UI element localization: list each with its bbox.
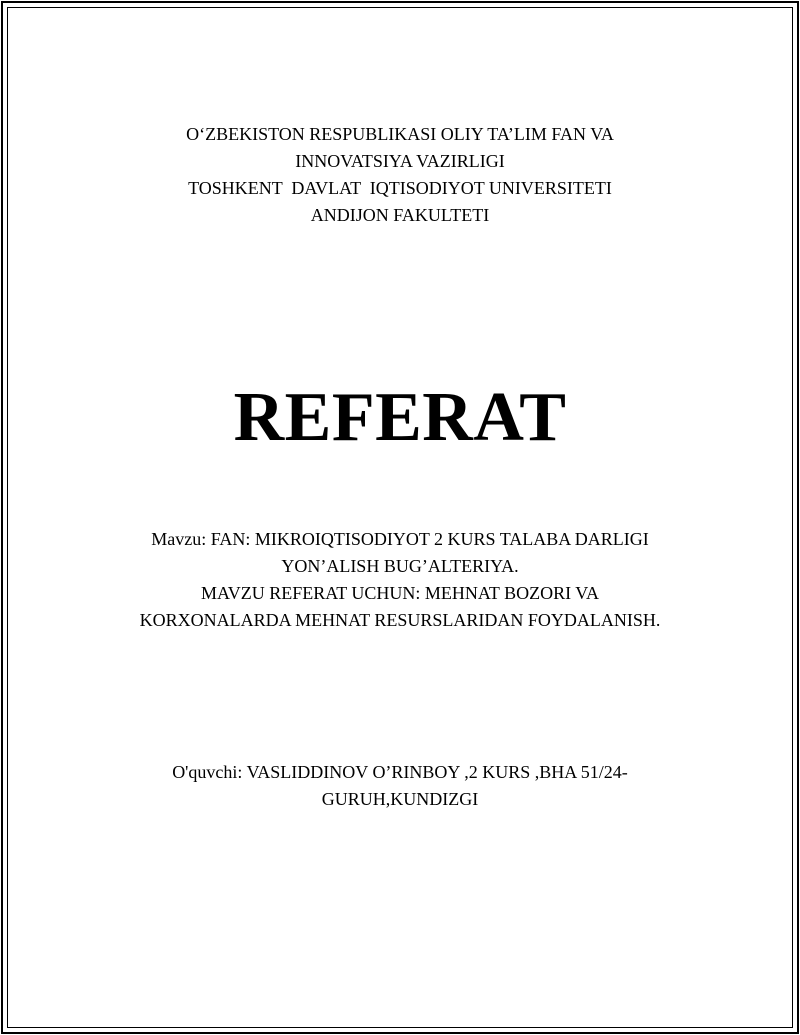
topic-line-subject: Mavzu: FAN: MIKROIQTISODIYOT 2 KURS TALABA DARLIGI <box>151 529 649 549</box>
topic-line-direction: YON’ALISH BUG’ALTERIYA. <box>281 556 519 576</box>
student-line-group: GURUH,KUNDIZGI <box>321 789 479 809</box>
ministry-header <box>0 121 800 229</box>
topic-line-theme-cont: KORXONALARDA MEHNAT RESURSLARIDAN FOYDALANISH. <box>139 610 661 630</box>
student-info <box>0 759 800 813</box>
header-line-ministry-cont: INNOVATSIYA VAZIRLIGI <box>295 151 505 171</box>
header-line-university: TOSHKENT DAVLAT IQTISODIYOT UNIVERSITETI <box>188 178 612 198</box>
student-line-name: O'quvchi: VASLIDDINOV O’RINBOY ,2 KURS ,BHA 51/24- <box>172 762 628 782</box>
topic-block <box>0 526 800 634</box>
header-line-ministry: O‘ZBEKISTON RESPUBLIKASI OLIY TA’LIM FAN VA <box>186 124 614 144</box>
document-title: REFERAT <box>233 379 567 456</box>
header-line-faculty: ANDIJON FAKULTETI <box>310 205 490 225</box>
topic-line-theme: MAVZU REFERAT UCHUN: MEHNAT BOZORI VA <box>201 583 599 603</box>
